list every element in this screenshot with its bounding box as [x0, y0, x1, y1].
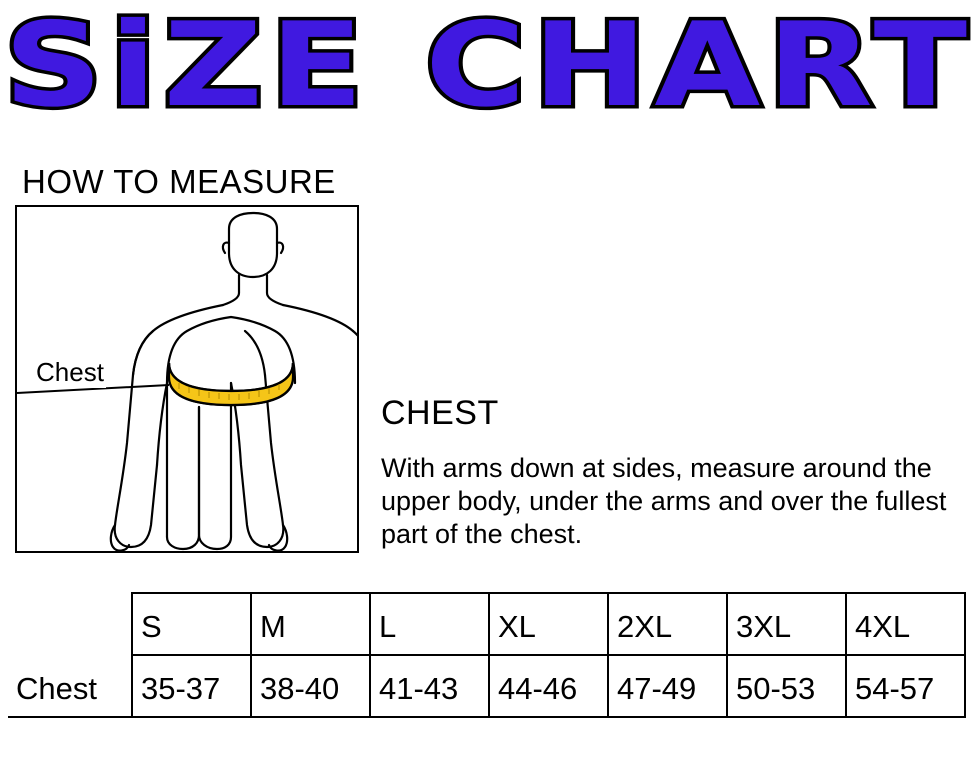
- row-label-chest: Chest: [8, 655, 132, 717]
- cell-chest-l: 41-43: [370, 655, 489, 717]
- description-heading: CHEST: [381, 394, 499, 432]
- header-corner-cell: [8, 593, 132, 655]
- table-header-row: [8, 593, 965, 655]
- header-cell-m: M: [251, 593, 370, 655]
- header-cell-4xl: 4XL: [846, 593, 965, 655]
- header-cell-3xl: 3XL: [727, 593, 846, 655]
- description-body: With arms down at sides, measure around the upper body, under the arms and over the fullest part of the chest.: [381, 453, 947, 549]
- cell-chest-2xl: 47-49: [608, 655, 727, 717]
- cell-chest-4xl: 54-57: [846, 655, 965, 717]
- page-title: SiZE CHART: [3, 0, 975, 133]
- how-to-measure-heading: HOW TO MEASURE: [22, 163, 336, 200]
- cell-chest-xl: 44-46: [489, 655, 608, 717]
- header-cell-l: L: [370, 593, 489, 655]
- cell-chest-m: 38-40: [251, 655, 370, 717]
- header-cell-xl: XL: [489, 593, 608, 655]
- size-chart-table: [8, 592, 966, 718]
- cell-chest-s: 35-37: [132, 655, 251, 717]
- header-cell-2xl: 2XL: [608, 593, 727, 655]
- header-cell-s: S: [132, 593, 251, 655]
- title-banner: [0, 0, 978, 148]
- cell-chest-3xl: 50-53: [727, 655, 846, 717]
- table-row: [8, 655, 965, 717]
- chest-callout-label: Chest: [36, 357, 104, 387]
